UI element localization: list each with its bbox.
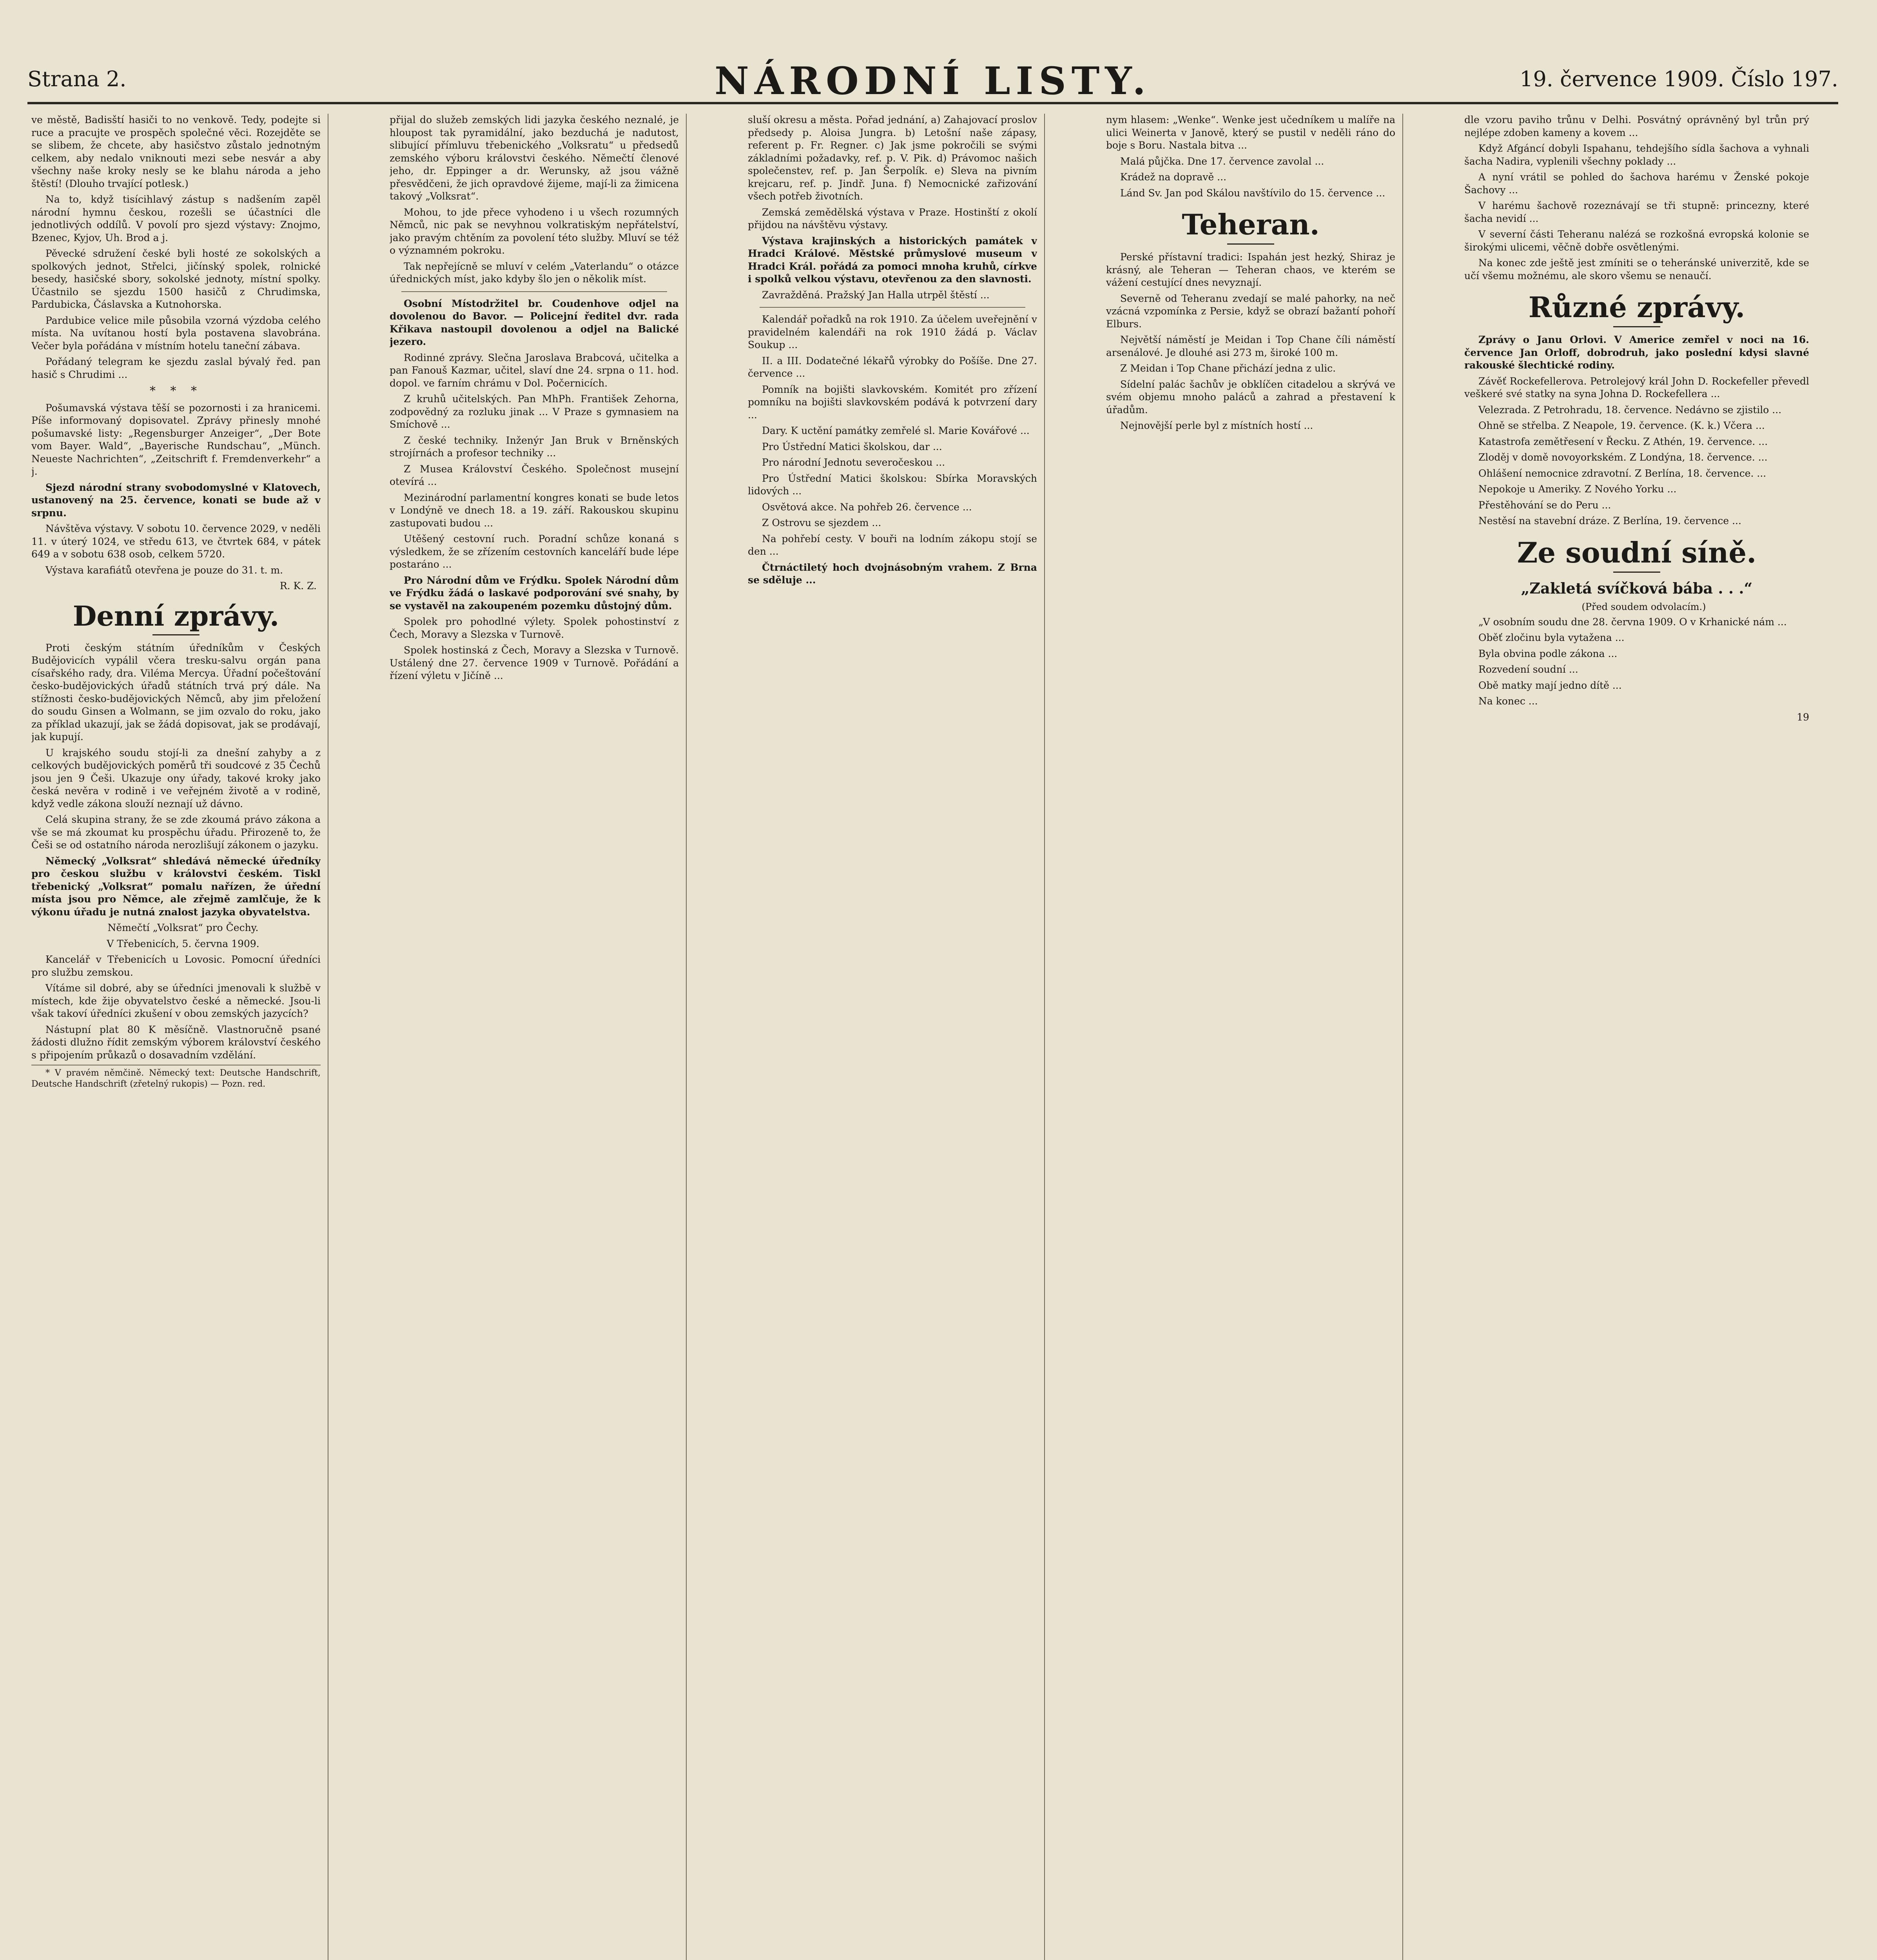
article-paragraph: Nejnovější perle byl z místních hostí ...: [1120, 420, 1313, 431]
article-paragraph: Osobní Místodržitel br. Coudenhove odjel na dovolenou do Bavor. — Policejní ředitel dvr. rada Křikava nastoupil dovolenou a odjel na Balické jezero.: [390, 298, 679, 347]
article-paragraph: Největší náměstí je Meidan i Top Chane číli náměstí arsenálové. Je dlouhé asi 273 m, široké 100 m.: [1106, 334, 1395, 358]
article-paragraph: Lánd Sv. Jan pod Skálou navštívilo do 15. července ...: [1120, 187, 1386, 199]
article-paragraph: Z kruhů učitelských. Pan MhPh. František Zehorna, zodpovědný za rozluku jinak ... V Praze s gymnasiem na Smíchově ...: [390, 393, 679, 430]
column-5: [1464, 114, 1809, 1960]
article-paragraph: Mezinárodní parlamentní kongres konati se bude letos v Londýně ve dnech 18. a 19. září. Rakouskou skupinu zastupovati budou ...: [390, 492, 679, 529]
section-title: Různé zprávy.: [1528, 290, 1745, 324]
article-paragraph: Výstava krajinských a historických památek v Hradci Králové. Městské průmyslové museum v Hradci Král. pořádá za pomoci mnoha kruhů, církve i spolků velkou výstavu, otevřenou za den slavnosti.: [748, 235, 1037, 285]
article-paragraph: nym hlasem: „Wenke“. Wenke jest učedníkem u malíře na ulici Weinerta v Janově, který se pustil v neděli ráno do boje s Boru. Nastala bitva ...: [1106, 114, 1395, 151]
column-rule: [1044, 114, 1045, 1960]
article-paragraph: „V osobním soudu dne 28. června 1909. O v Krhanické nám ...: [1478, 616, 1787, 628]
column-rule: [686, 114, 687, 1960]
section-stars: * * *: [149, 384, 203, 398]
article-paragraph: Z Musea Království Českého. Společnost musejní otevírá ...: [390, 463, 679, 487]
article-paragraph: Osvětová akce. Na pohřeb 26. července ...: [762, 501, 972, 513]
article-paragraph: Na konec zde ještě jest zmíniti se o teheránské univerzitě, kde se učí všemu možnému, ale skoro všemu se nenaučí.: [1464, 257, 1809, 281]
article-paragraph: Rozvedení soudní ...: [1478, 664, 1578, 675]
column-1: [31, 114, 321, 1960]
article-paragraph: sluší okresu a města. Pořad jednání, a) Zahajovací proslov předsedy p. Aloisa Jungra. b) Letošní naše zápasy, referent p. Fr. Regner. c) Jak jsme pokročili se svými základními požadavky, ref. p. V. Pik. d) Právomoc našich společenstev, ref. p. Jan Šerpolík. e) Sleva na pivním krejcaru, ref. p. Jindř. Juna. f) Nemocnické zařizování všech potřeb životních.: [748, 114, 1037, 202]
article-paragraph: Pro Ústřední Matici školskou: Sbírka Moravských lidových ...: [748, 472, 1037, 497]
article-paragraph: Proti českým státním úředníkům v Českých Budějovicích vypálil včera tresku-salvu orgán pana císařského rady, dra. Viléma Mercya. Úřadní počeštování česko-budějovických úřadů státních trvá prý dále. Na stížnosti česko-budějovických Němců, aby jim přeložení do soudu Ginsen a Wolmann, se jim ozvalo do roku, jako za příklad ukazují, jak se žádá dopisovat, jak se prodávají, jak kupují.: [31, 642, 321, 742]
article-paragraph: Ohlášení nemocnice zdravotní. Z Berlína, 18. července. ...: [1478, 467, 1766, 479]
column-4: [1106, 114, 1395, 1960]
article-paragraph: Německý „Volksrat“ shledává německé úředníky pro českou službu v královstvi českém. Tiskl třebenický „Volksrat“ pomalu nařízen, že úřední místa jsou pro Němce, ale zřejmě zamlčuje, že k výkonu úřadu je nutná znalost jazyka obyvatelstva.: [31, 855, 321, 918]
article-paragraph: Spolek pro pohodlné výlety. Spolek pohostinství z Čech, Moravy a Slezska v Turnově.: [390, 616, 679, 640]
article-paragraph: Malá půjčka. Dne 17. července zavolal ...: [1120, 155, 1324, 167]
article-paragraph: Pro Národní dům ve Frýdku. Spolek Národní dům ve Frýdku žádá o laskavé podporování své snahy, by se vystavěl na zakoupeném pozemku důstojný dům.: [390, 574, 679, 612]
article-paragraph: Výstava karafiátů otevřena je pouze do 31. t. m.: [45, 564, 283, 576]
article-paragraph: Dary. K uctění památky zemřelé sl. Marie Kovářové ...: [762, 425, 1030, 436]
article-paragraph: II. a III. Dodatečné lékařů výrobky do Pošíše. Dne 27. července ...: [748, 355, 1037, 379]
article-paragraph: Sídelní palác šachův je obklíčen citadelou a skrývá ve svém objemu mnoho paláců a zahrad a přestavení k úřadům.: [1106, 378, 1395, 416]
notice-heading: Němečtí „Volksrat“ pro Čechy.: [107, 922, 259, 933]
article-paragraph: Z Meidan i Top Chane přichází jedna z ulic.: [1120, 363, 1336, 374]
article-paragraph: Návštěva výstavy. V sobotu 10. července 2029, v neděli 11. v úterý 1024, ve středu 613, ve čtvrtek 684, v pátek 649 a v sobotu 638 osob, celkem 5720.: [31, 523, 321, 560]
masthead-title: NÁRODNÍ LISTY.: [715, 59, 1151, 103]
section-rule: [1227, 243, 1274, 245]
article-paragraph: Mohou, to jde přece vyhodeno i u všech rozumných Němců, nic pak se nevyhnou volkratiským nepřátelství, jako pravým chtěním za povolení této služby. Mluví se též o významném pokroku.: [390, 206, 679, 256]
article-paragraph: Zemská zemědělská výstava v Praze. Hostinští z okolí přijdou na návštěvu výstavy.: [748, 206, 1037, 230]
article-paragraph: Celá skupina strany, že se zde zkoumá právo zákona a vše se má zkoumat ku prospěchu úřadu. Přirozeně to, že Češi se od ostatního národa nerozlišují zákonem o jazyku.: [31, 814, 321, 851]
article-paragraph: Pro Ústřední Matici školskou, dar ...: [762, 441, 942, 452]
column-2: [390, 114, 679, 1960]
article-paragraph: Kancelář v Třebenicích u Lovosic. Pomocní úředníci pro službu zemskou.: [31, 954, 321, 978]
article-paragraph: V severní části Teheranu nalézá se rozkošná evropská kolonie se širokými ulicemi, věčně dobře osvětlenými.: [1464, 229, 1809, 253]
article-paragraph: Pěvecké sdružení české byli hosté ze sokolských a spolkových jednot, Střelci, jičínský spolek, rolnické besedy, hasičské sbory, sokolské jednoty, místní spolky. Účastnilo se sjezdu 1500 hasičů z Chrudimska, Pardubicka, Čáslavska a Kutnohorska.: [31, 248, 321, 310]
section-rule: [152, 634, 199, 635]
section-rule: [1613, 572, 1660, 573]
article-paragraph: U krajského soudu stojí-li za dnešní zahyby a z celkových budějovických poměrů tři soudcové z 35 Čechů jsou jen 9 Češi. Ukazuje ony úřady, takové kroky jako česká nevěra v rodině i ve veřejném životě a v rodině, když vedle zákona slouží neznají už dávno.: [31, 747, 321, 809]
article-paragraph: dle vzoru paviho trůnu v Delhi. Posvátný oprávněný byl trůn prý nejlépe zdoben kameny a kovem ...: [1464, 114, 1809, 138]
article-paragraph: Byla obvina podle zákona ...: [1478, 648, 1618, 659]
article-paragraph: Tak nepřejícně se mluví v celém „Vaterlandu“ o otázce úřednických míst, jako kdyby šlo jen o několik míst.: [390, 260, 679, 285]
page-header: [27, 59, 1838, 104]
article-paragraph: Zloděj v domě novoyorkském. Z Londýna, 18. července. ...: [1478, 452, 1768, 463]
article-title: „Zakletá svíčková bába . . .“: [1521, 579, 1753, 597]
column-3: [748, 114, 1037, 1960]
article-paragraph: Když Afgáncí dobyli Ispahanu, tehdejšího sídla šachova a vyhnali šacha Nadira, vyplenili všechny poklady ...: [1464, 143, 1809, 167]
article-paragraph: Čtrnáctiletý hoch dvojnásobným vrahem. Z Brna se sděluje ...: [748, 561, 1037, 586]
article-paragraph: Na pohřebí cesty. V bouři na lodním zákopu stojí se den ...: [748, 533, 1037, 557]
section-title: Denní zprávy.: [73, 599, 279, 632]
signature: R. K. Z.: [279, 580, 317, 592]
footnote: * V pravém němčině. Německý text: Deutsche Handschrift, Deutsche Handschrift (zřetelný rukopis) — Pozn. red.: [31, 1065, 321, 1090]
article-paragraph: Vítáme sil dobré, aby se úředníci jmenovali k službě v místech, kde žije obyvatelstvo české a německé. Jsou-li však takoví úředníci zkušení v obou zemských jazycích?: [31, 982, 321, 1019]
article-paragraph: Zavražděná. Pražský Jan Halla utrpěl štěstí ...: [762, 289, 990, 301]
article-paragraph: Nestěsí na stavební dráze. Z Berlína, 19. července ...: [1478, 515, 1741, 526]
article-paragraph: Nepokoje u Ameriky. Z Nového Yorku ...: [1478, 483, 1677, 495]
article-paragraph: Spolek hostinská z Čech, Moravy a Slezska v Turnově. Ustálený dne 27. července 1909 v Turnově. Pořádání a řízení výletu v Jičíně ...: [390, 644, 679, 681]
article-paragraph: Sjezd národní strany svobodomyslné v Klatovech, ustanovený na 25. července, konati se bude až v srpnu.: [31, 481, 321, 519]
article-paragraph: Perské přístavní tradici: Ispahán jest hezký, Shiraz je krásný, ale Teheran — Teheran chaos, ve kterém se vážení cestující dnes nevyznají.: [1106, 251, 1395, 288]
article-paragraph: Utěšený cestovní ruch. Poradní schůze konaná s výsledkem, že se zřízením cestovních kanceláří bude lépe postaráno ...: [390, 533, 679, 570]
article-paragraph: Kalendář pořadků na rok 1910. Za účelem uveřejnění v pravidelném kalendáři na rok 1910 žádá p. Václav Soukup ...: [748, 314, 1037, 350]
article-title: Teheran.: [1182, 208, 1320, 241]
article-paragraph: Severně od Teheranu zvedají se malé pahorky, na neč vzácná vzpomínka z Persie, když se obrazí bažantí pohoří Elburs.: [1106, 292, 1395, 330]
article-paragraph: Na konec ...: [1478, 695, 1538, 707]
article-paragraph: Z české techniky. Inženýr Jan Bruk v Brněnských strojírnách a profesor techniky ...: [390, 434, 679, 459]
issue-date: 19. července 1909. Číslo 197.: [1520, 67, 1838, 91]
notice-place: V Třebenicích, 5. června 1909.: [107, 938, 259, 949]
article-paragraph: Pořádaný telegram ke sjezdu zaslal bývalý řed. pan hasič s Chrudimi ...: [31, 356, 321, 380]
page-number-footer: 19: [1797, 711, 1809, 723]
article-paragraph: Katastrofa zemětřesení v Řecku. Z Athén, 19. července. ...: [1478, 436, 1768, 447]
divider: [401, 291, 667, 292]
divider: [760, 307, 1025, 308]
article-paragraph: Na to, když tisícihlavý zástup s nadšením zapěl národní hymnu českou, rozešli se účastníci dle jednotlivých oddílů. V povolí pro sjezd výstavy: Znojmo, Bzenec, Kyjov, Uh. Brod a j.: [31, 194, 321, 243]
article-paragraph: Pardubice velice mile působila vzorná výzdoba celého místa. Na uvítanou hostí byla postavena slavobrána. Večer byla pořádána v místním hotelu taneční zábava.: [31, 314, 321, 352]
article-paragraph: V harému šachově rozeznávají se tři stupně: princezny, které šacha nevidí ...: [1464, 200, 1809, 224]
page-number: Strana 2.: [27, 67, 127, 91]
column-rule: [1402, 114, 1403, 1960]
article-paragraph: Ohně se střelba. Z Neapole, 19. července. (K. k.) Včera ...: [1478, 420, 1765, 431]
article-paragraph: ve městě, Badisští hasiči to no venkově. Tedy, podejte si ruce a pracujte ve prospěch společné věci. Rozejděte se se slibem, že chcete, aby hasičstvo zůstalo jednotným celkem, aby nedalo vniknouti mezi sebe nesvár a aby všechny naše kroky nesly se ke blahu národa a jeho štěstí! (Dlouho trvající potlesk.): [31, 114, 321, 189]
article-paragraph: Nástupní plat 80 K měsíčně. Vlastnoručně psané žádosti dlužno řídit zemským výborem království českého s připojením průkazů o dosavadním vzdělání.: [31, 1024, 321, 1061]
article-paragraph: Obě matky mají jedno dítě ...: [1478, 679, 1622, 691]
article-paragraph: Oběť zločinu byla vytažena ...: [1478, 632, 1625, 643]
article-paragraph: Krádež na dopravě ...: [1120, 171, 1227, 183]
article-paragraph: Z Ostrovu se sjezdem ...: [762, 517, 881, 528]
article-paragraph: přijal do služeb zemských lidi jazyka českého neznalé, je hloupost tak pyramidální, jako bezduchá je nadutost, slibující přímluvu třebenického „Volksratu“ u předsedů zemského výboru královstvi českého. Němečtí členové jeho, dr. Eppinger a dr. Werunsky, až jsou vážně přesvědčeni, že jich opravdové žijeme, mají-li za žimicena takový „Volksrat“.: [390, 114, 679, 202]
article-subtitle: (Před soudem odvolacím.): [1581, 601, 1706, 612]
article-paragraph: Závěť Rockefellerova. Petrolejový král John D. Rockefeller převedl veškeré své statky na syna Johna D. Rockefellera ...: [1464, 375, 1809, 399]
section-rule: [1613, 326, 1660, 327]
article-paragraph: Zprávy o Janu Orlovi. V Americe zemřel v noci na 16. července Jan Orloff, dobrodruh, jako poslední kdysi slavné rakouské šlechtické rodiny.: [1464, 334, 1809, 371]
article-paragraph: Přestěhování se do Peru ...: [1478, 499, 1611, 511]
article-paragraph: Pomník na bojišti slavkovském. Komitét pro zřízení pomníku na bojišti slavkovském podává k potvrzení dary ...: [748, 383, 1037, 421]
article-paragraph: Pošumavská výstava těší se pozornosti i za hranicemi. Píše informovaný dopisovatel. Zprávy přinesly mnohé pošumavské listy: „Regensburger Anzeiger“, „Der Bote vom Bayer. Wald“, „Bayerische Rundschau“, „Münch. Neueste Nachrichten“, „Zeitschrift f. Fremdenverkehr“ a j.: [31, 402, 321, 477]
article-paragraph: A nyní vrátil se pohled do šachova harému v Ženské pokoje Šachovy ...: [1464, 171, 1809, 196]
article-paragraph: Rodinné zprávy. Slečna Jaroslava Brabcová, učitelka a pan Fanouš Kazmar, učitel, slaví dne 24. srpna o 11. hod. dopol. ve farním chrámu v Dol. Počernicích.: [390, 352, 679, 389]
article-paragraph: Pro národní Jednotu severočeskou ...: [762, 457, 945, 468]
section-title: Ze soudní síně.: [1517, 535, 1757, 569]
article-paragraph: Velezrada. Z Petrohradu, 18. července. Nedávno se zjistilo ...: [1478, 404, 1782, 416]
